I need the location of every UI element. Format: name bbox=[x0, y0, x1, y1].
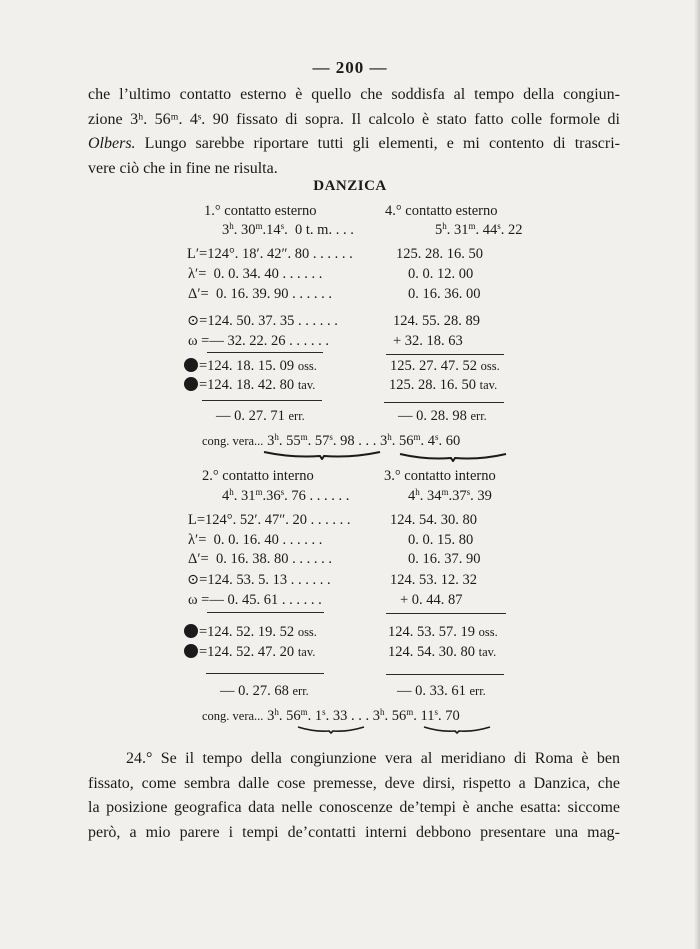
closing-line-1: 24.° Se il tempo della congiunzione vera al meridiano di Roma è ben bbox=[126, 750, 620, 767]
page-number: — 200 — bbox=[312, 58, 388, 77]
diff-rule-right-2 bbox=[386, 674, 504, 675]
row-lambda-left: λ′= 0. 0. 34. 40 . . . . . . bbox=[188, 266, 323, 282]
moon-icon bbox=[184, 644, 198, 658]
row-moon-tab-right-2: 124. 54. 30. 80 tav. bbox=[388, 644, 497, 660]
row-L-right: 125. 28. 16. 50 bbox=[396, 246, 483, 262]
row-delta-left: Δ′= 0. 16. 39. 90 . . . . . . bbox=[188, 286, 332, 302]
row-L-left-2: L=124°. 52′. 47″. 20 . . . . . . bbox=[188, 512, 351, 528]
diff-rule-left-2 bbox=[206, 673, 324, 674]
sum-rule-left bbox=[207, 352, 323, 353]
sum-rule-right bbox=[386, 354, 504, 355]
row-moon-tab-left: =124. 18. 42. 80 tav. bbox=[184, 377, 315, 394]
brace-left-2 bbox=[296, 726, 366, 734]
row-moon-tab-right: 125. 28. 16. 50 tav. bbox=[389, 377, 498, 393]
header-contact-2: 2.° contatto interno bbox=[202, 468, 314, 484]
row-delta-right: 0. 16. 36. 00 bbox=[408, 286, 481, 302]
intro-line-2: zione 3ʰ. 56ᵐ. 4ˢ. 90 fissato di sopra. Il calcolo è stato fatto colle formole di bbox=[88, 110, 620, 128]
closing-line-2: fissato, come sembra dalle cose premesse, deve dirsi, rispetto a Danzica, che bbox=[88, 774, 620, 792]
brace-right-2 bbox=[422, 726, 492, 734]
closing-line-4: però, a mio parere i tempi de’contatti interni debbono presentare una mag- bbox=[88, 823, 620, 841]
intro-paragraph bbox=[88, 83, 620, 181]
row-delta-right-2: 0. 16. 37. 90 bbox=[408, 551, 481, 567]
closing-paragraph bbox=[88, 747, 620, 845]
sun-symbol: ⊙= bbox=[187, 313, 208, 329]
intro-line-3 bbox=[88, 132, 620, 157]
row-sun-right: 124. 55. 28. 89 bbox=[393, 313, 480, 329]
error-right-2: — 0. 33. 61 err. bbox=[397, 683, 486, 699]
header-contact-4: 4.° contatto esterno bbox=[385, 203, 498, 219]
time-contact-2: 4$^h$. 31$^m$.36$^s$. 76 . . . . . . bbox=[222, 487, 350, 504]
brace-right bbox=[398, 452, 508, 462]
time-contact-3: 4$^h$. 34$^m$.37$^s$. 39 bbox=[408, 487, 492, 504]
moon-icon bbox=[184, 358, 198, 372]
header-contact-1: 1.° contatto esterno bbox=[204, 203, 317, 219]
row-lambda-right: 0. 0. 12. 00 bbox=[408, 266, 474, 282]
row-omega-right: + 32. 18. 63 bbox=[393, 333, 463, 349]
row-sun-right-2: 124. 53. 12. 32 bbox=[390, 572, 477, 588]
row-moon-obs-right: 125. 27. 47. 52 oss. bbox=[390, 358, 500, 374]
row-moon-tab-left-2: =124. 52. 47. 20 tav. bbox=[184, 644, 315, 661]
row-moon-obs-left: =124. 18. 15. 09 oss. bbox=[184, 358, 317, 375]
sun-symbol: ⊙= bbox=[187, 572, 208, 588]
author-name-olbers: Olbers. bbox=[88, 135, 136, 152]
row-sun-left-2: ⊙=124. 53. 5. 13 . . . . . . bbox=[187, 572, 331, 588]
error-left: — 0. 27. 71 err. bbox=[216, 408, 305, 424]
row-L-right-2: 124. 54. 30. 80 bbox=[390, 512, 477, 528]
row-L-left: L′=124°. 18′. 42″. 80 . . . . . . bbox=[187, 246, 353, 262]
error-right: — 0. 28. 98 err. bbox=[398, 408, 487, 424]
row-lambda-left-2: λ′= 0. 0. 16. 40 . . . . . . bbox=[188, 532, 323, 548]
cong-vera-row: cong. vera... 3$^h$. 55$^m$. 57$^s$. 98 . . . 3$^h$. 56$^m$. 4$^s$. 60 bbox=[202, 432, 461, 449]
intro-line-1: che l’ultimo contatto esterno è quello che soddisfa al tempo della congiun- bbox=[88, 86, 620, 103]
moon-icon bbox=[184, 624, 198, 638]
row-moon-obs-right-2: 124. 53. 57. 19 oss. bbox=[388, 624, 498, 640]
diff-rule-right bbox=[384, 402, 504, 403]
row-delta-left-2: Δ′= 0. 16. 38. 80 . . . . . . bbox=[188, 551, 332, 567]
moon-icon bbox=[184, 377, 198, 391]
closing-line-3: la posizione geografica data nelle conoscenze de’tempi è anche esatta: siccome bbox=[88, 799, 620, 816]
brace-left bbox=[262, 450, 382, 460]
time-contact-4: 5$^h$. 31$^m$. 44$^s$. 22 bbox=[435, 221, 523, 238]
row-omega-left: ω =— 32. 22. 26 . . . . . . bbox=[188, 333, 329, 349]
row-lambda-right-2: 0. 0. 15. 80 bbox=[408, 532, 474, 548]
row-moon-obs-left-2: =124. 52. 19. 52 oss. bbox=[184, 624, 317, 641]
diff-rule-left bbox=[202, 400, 322, 401]
sum-rule-left-2 bbox=[207, 612, 324, 613]
header-contact-3: 3.° contatto interno bbox=[384, 468, 496, 484]
time-contact-1: 3$^h$. 30$^m$.14$^s$. 0 t. m. . . . bbox=[222, 221, 354, 238]
error-left-2: — 0. 27. 68 err. bbox=[220, 683, 309, 699]
cong-vera-row-2: cong. vera... 3$^h$. 56$^m$. 1$^s$. 33 . . . 3$^h$. 56$^m$. 11$^s$. 70 bbox=[202, 707, 460, 724]
row-omega-right-2: + 0. 44. 87 bbox=[400, 592, 463, 608]
sum-rule-right-2 bbox=[386, 613, 506, 614]
intro-line-4: vere ciò che in fine ne risulta. bbox=[88, 159, 278, 177]
row-omega-left-2: ω =— 0. 45. 61 . . . . . . bbox=[188, 592, 322, 608]
table-title: DANZICA bbox=[313, 178, 387, 194]
row-sun-left: ⊙=124. 50. 37. 35 . . . . . . bbox=[187, 313, 338, 329]
page-edge-shadow bbox=[694, 0, 700, 949]
intro-line-3-text: Lungo sarebbe riportare tutti gli elementi, e mi contento di trascri- bbox=[135, 135, 620, 152]
